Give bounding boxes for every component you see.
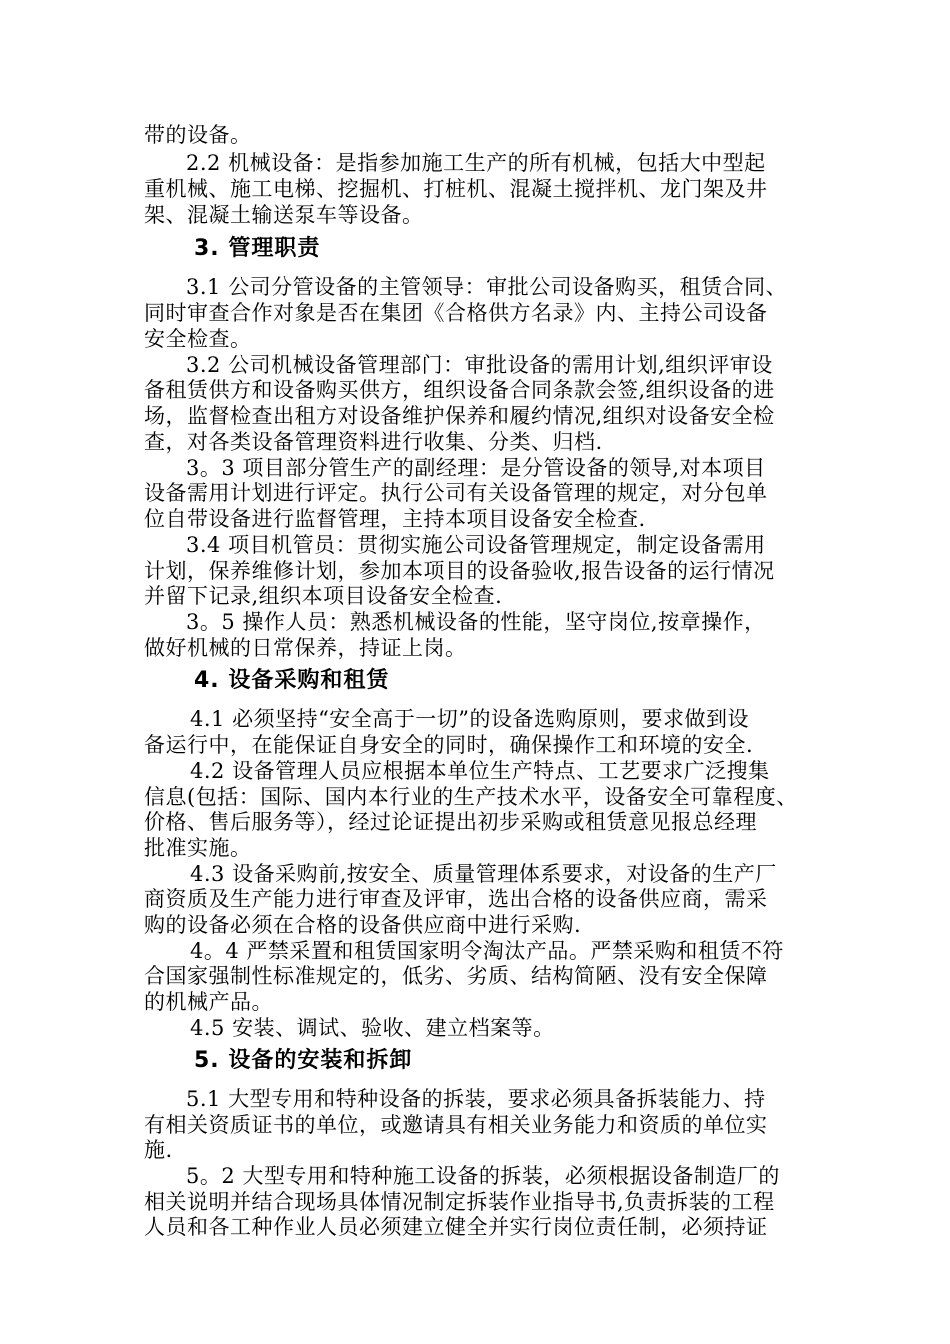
paragraph-line: 人员和各工种作业人员必须建立健全并实行岗位责任制，必须持证 bbox=[144, 1215, 768, 1239]
paragraph-line: 4。4 严禁采置和租赁国家明令淘汰产品。严禁采购和租赁不符 bbox=[190, 939, 784, 963]
paragraph-line: 做好机械的日常保养，持证上岗。 bbox=[144, 636, 467, 660]
paragraph-line: 批准实施。 bbox=[144, 836, 252, 860]
paragraph-line: 5.1 大型专用和特种设备的拆装，要求必须具备拆装能力、持 bbox=[186, 1087, 766, 1111]
paragraph-line: 2.2 机械设备：是指参加施工生产的所有机械，包括大中型起 bbox=[186, 151, 766, 175]
section-heading-5: 5. 设备的安装和拆卸 bbox=[194, 1048, 413, 1073]
paragraph-line: 合国家强制性标准规定的，低劣、劣质、结构简陋、没有安全保障 bbox=[144, 964, 768, 988]
paragraph-line: 场，监督检查出租方对设备维护保养和履约情况,组织对设备安全检 bbox=[144, 404, 775, 428]
paragraph-line: 带的设备。 bbox=[144, 123, 252, 147]
paragraph-line: 同时审查合作对象是否在集团《合格供方名录》内、主持公司设备 bbox=[144, 301, 768, 325]
paragraph-line: 3.2 公司机械设备管理部门：审批设备的需用计划,组织评审设 bbox=[186, 353, 773, 377]
section-heading-4: 4. 设备采购和租赁 bbox=[194, 668, 390, 693]
paragraph-line: 3.1 公司分管设备的主管领导：审批公司设备购买，租赁合同、 bbox=[186, 275, 788, 299]
paragraph-line: 有相关资质证书的单位，或邀请具有相关业务能力和资质的单位实 bbox=[144, 1113, 768, 1137]
paragraph-line: 施. bbox=[144, 1138, 173, 1162]
paragraph-line: 4.3 设备采购前,按安全、质量管理体系要求，对设备的生产厂 bbox=[190, 862, 777, 886]
paragraph-line: 安全检查。 bbox=[144, 327, 252, 351]
paragraph-line: 查，对各类设备管理资料进行收集、分类、归档. bbox=[144, 430, 603, 454]
paragraph-line: 并留下记录,组织本项目设备安全检查. bbox=[144, 584, 503, 608]
paragraph-line: 的机械产品。 bbox=[144, 990, 273, 1014]
paragraph-line: 计划，保养维修计划，参加本项目的设备验收,报告设备的运行情况 bbox=[144, 559, 775, 583]
paragraph-line: 价格、售后服务等），经过论证提出初步采购或租赁意见报总经理 bbox=[144, 810, 757, 834]
paragraph-line: 商资质及生产能力进行审查及评审，选出合格的设备供应商，需采 bbox=[144, 887, 768, 911]
paragraph-line: 设备需用计划进行评定。执行公司有关设备管理的规定，对分包单 bbox=[144, 481, 768, 505]
paragraph-line: 位自带设备进行监督管理，主持本项目设备安全检查. bbox=[144, 507, 646, 531]
paragraph-line: 3。5 操作人员：熟悉机械设备的性能，坚守岗位,按章操作， bbox=[186, 610, 766, 634]
paragraph-line: 4.5 安装、调试、验收、建立档案等。 bbox=[190, 1016, 555, 1040]
paragraph-line: 购的设备必须在合格的设备供应商中进行采购. bbox=[144, 913, 582, 937]
paragraph-line: 3。3 项目部分管生产的副经理：是分管设备的领导,对本项目 bbox=[186, 456, 766, 480]
paragraph-line: 备运行中，在能保证自身安全的同时，确保操作工和环境的安全. bbox=[144, 733, 754, 757]
paragraph-line: 4.1 必须坚持“安全高于一切”的设备选购原则，要求做到设 bbox=[190, 707, 750, 731]
paragraph-line: 架、混凝土输送泵车等设备。 bbox=[144, 203, 424, 227]
paragraph-line: 4.2 设备管理人员应根据本单位生产特点、工艺要求广泛搜集 bbox=[190, 759, 770, 783]
paragraph-line: 相关说明并结合现场具体情况制定拆装作业指导书,负责拆装的工程 bbox=[144, 1190, 775, 1214]
paragraph-line: 5。2 大型专用和特种施工设备的拆装，必须根据设备制造厂的 bbox=[186, 1164, 780, 1188]
paragraph-line: 备租赁供方和设备购买供方，组织设备合同条款会签,组织设备的进 bbox=[144, 378, 775, 402]
paragraph-line: 信息(包括：国际、国内本行业的生产技术水平，设备安全可靠程度、 bbox=[144, 785, 798, 809]
paragraph-line: 重机械、施工电梯、挖掘机、打桩机、混凝土搅拌机、龙门架及井 bbox=[144, 177, 768, 201]
section-heading-3: 3. 管理职责 bbox=[194, 236, 321, 261]
paragraph-line: 3.4 项目机管员：贯彻实施公司设备管理规定，制定设备需用 bbox=[186, 533, 766, 557]
